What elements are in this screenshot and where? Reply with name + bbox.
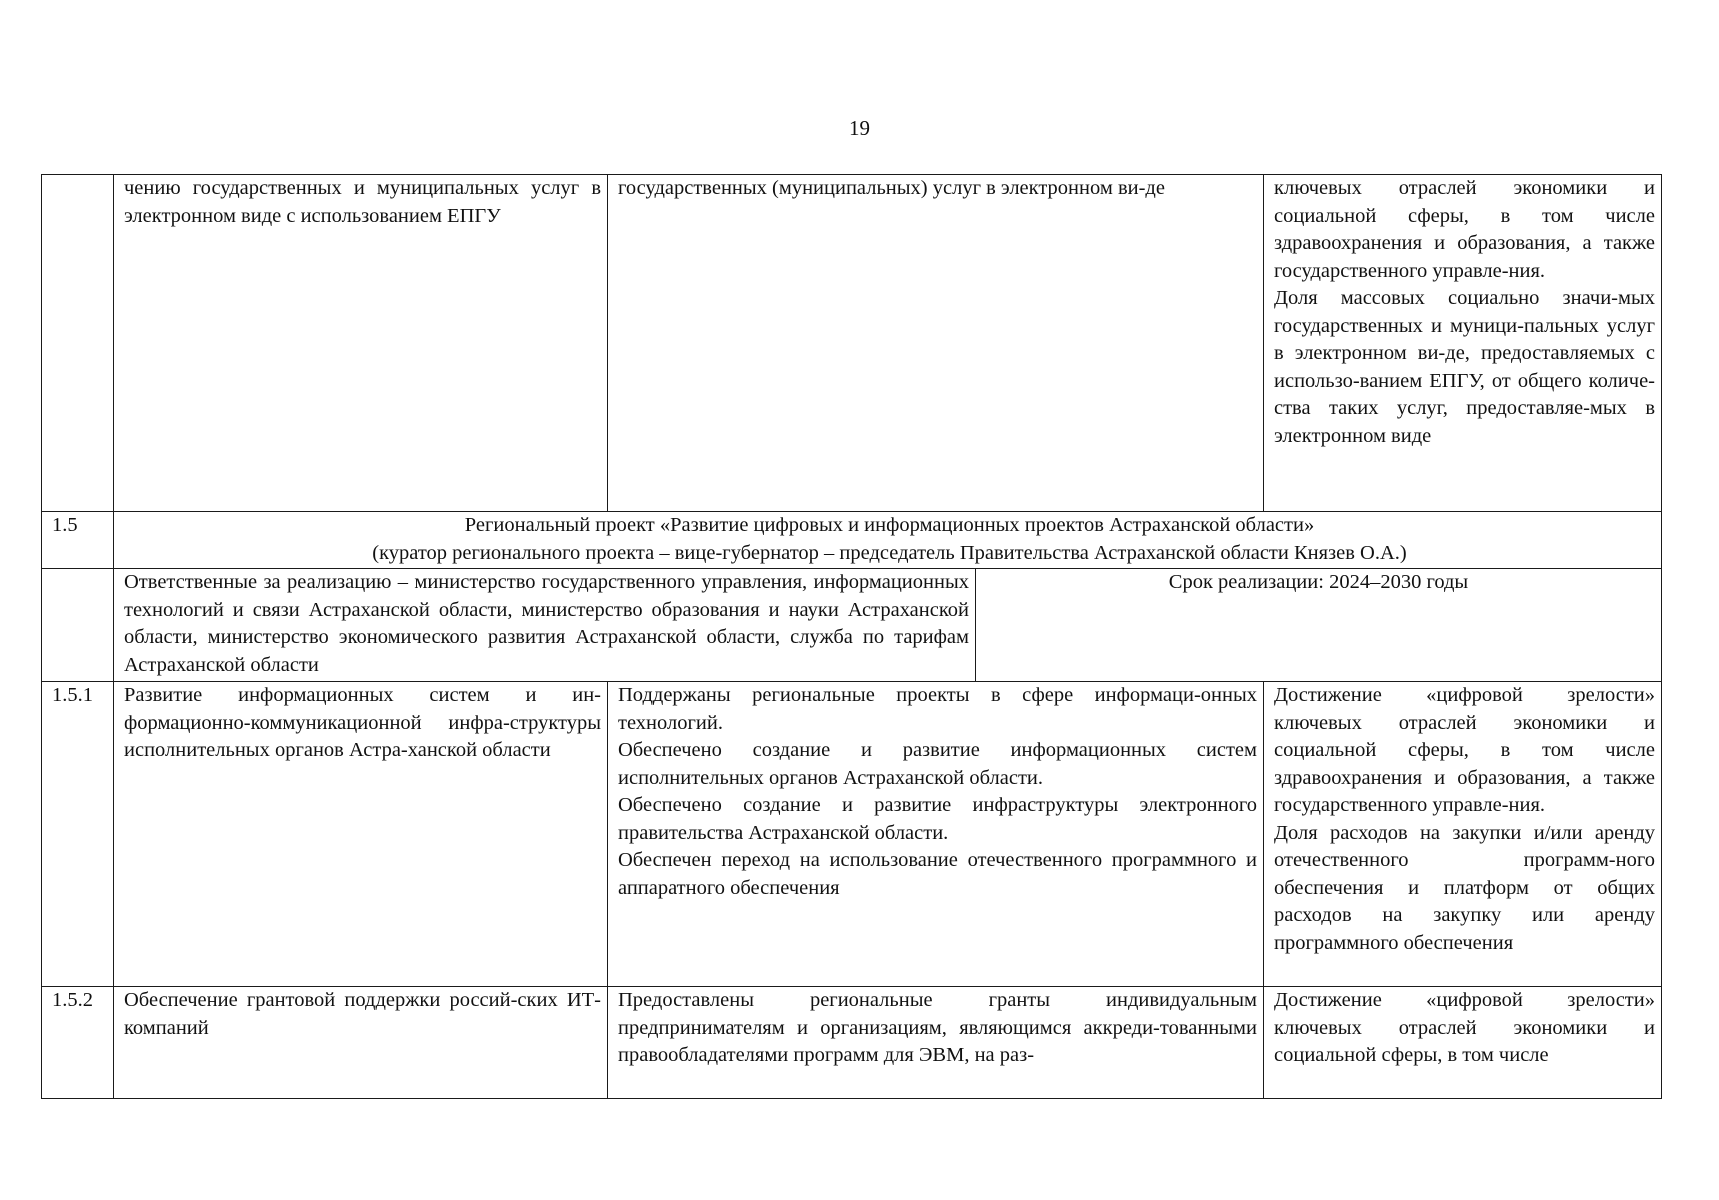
event-name-text: Развитие информационных систем и ин-формационно-коммуникационной инфра-структуры исполнительных органов Астра-ханской области	[124, 684, 601, 761]
row-number	[42, 175, 114, 512]
event-result-text: государственных (муниципальных) услуг в электронном ви-де	[618, 177, 1165, 199]
project-curator: (куратор регионального проекта – вице-губернатор – председатель Правительства Астраханской области Князев О.А.)	[372, 541, 1407, 564]
row-number: 1.5.1	[42, 682, 114, 987]
project-responsible-row	[42, 569, 1662, 682]
event-result-text: Обеспечено создание и развитие инфраструктуры электронного правительства Астраханской области.	[618, 794, 1257, 844]
project-header-row	[42, 512, 1662, 569]
row-number	[42, 569, 114, 682]
page-number: 19	[849, 116, 870, 140]
table-row-continuation	[42, 175, 1662, 512]
event-indicator	[1264, 682, 1662, 987]
event-result	[608, 682, 1264, 987]
project-responsible: Ответственные за реализацию – министерство государственного управления, информационных технологий и связи Астраханской области, министерство образования и науки Астраханской области, министерство экономического развития Астраханской области, служба по тарифам Астраханской области	[114, 569, 976, 681]
event-result	[608, 987, 1264, 1099]
event-result-text: Обеспечено создание и развитие информационных систем исполнительных органов Астраханской области.	[618, 739, 1257, 789]
project-title-cell	[114, 512, 1662, 569]
event-indicator-text: Доля расходов на закупки и/или аренду отечественного программ-ного обеспечения и платформ от общих расходов на закупку или аренду программного обеспечения	[1274, 821, 1655, 954]
event-result-text: Предоставлены региональные гранты индивидуальным предпринимателям и организациям, являющимся аккреди-тованными правообладателями программ для ЭВМ, на раз-	[618, 989, 1257, 1066]
event-result-text: Обеспечен переход на использование отечественного программного и аппаратного обеспечения	[618, 849, 1257, 899]
event-indicator-text: Достижение «цифровой зрелости» ключевых отраслей экономики и социальной сферы, в том числе здравоохранения и образования, а также государственного управле-ния.	[1274, 684, 1655, 816]
program-table	[41, 174, 1662, 1099]
event-name	[114, 682, 608, 987]
event-name	[114, 175, 608, 512]
event-result	[608, 175, 1264, 512]
event-name-text: чению государственных и муниципальных услуг в электронном виде с использованием ЕПГУ	[124, 177, 601, 227]
table-row-1-5-2	[42, 987, 1662, 1099]
event-indicator-text: Доля массовых социально значи-мых государственных и муници-пальных услуг в электронном ви-де, предоставляемых с использо-ванием ЕПГУ, от общего количе-ства таких услуг, предоставляе-мых в электронном виде	[1274, 287, 1655, 447]
project-term: Срок реализации: 2024–2030 годы	[1168, 571, 1469, 593]
event-indicator-text: ключевых отраслей экономики и социальной сферы, в том числе здравоохранения и образования, а также государственного управле-ния.	[1274, 177, 1655, 282]
project-number: 1.5	[42, 512, 114, 569]
event-name-text: Обеспечение грантовой поддержки россий-ских ИТ-компаний	[124, 989, 601, 1039]
event-indicator	[1264, 175, 1662, 512]
project-title: Региональный проект «Развитие цифровых и информационных проектов Астраханской области»	[464, 514, 1315, 536]
event-result-text: Поддержаны региональные проекты в сфере информаци-онных технологий.	[618, 684, 1257, 734]
event-name	[114, 987, 608, 1099]
event-indicator-text: Достижение «цифровой зрелости» ключевых отраслей экономики и социальной сферы, в том числе	[1274, 989, 1655, 1066]
project-details-cell	[114, 569, 1662, 682]
row-number: 1.5.2	[42, 987, 114, 1099]
table-row-1-5-1	[42, 682, 1662, 987]
event-indicator	[1264, 987, 1662, 1099]
